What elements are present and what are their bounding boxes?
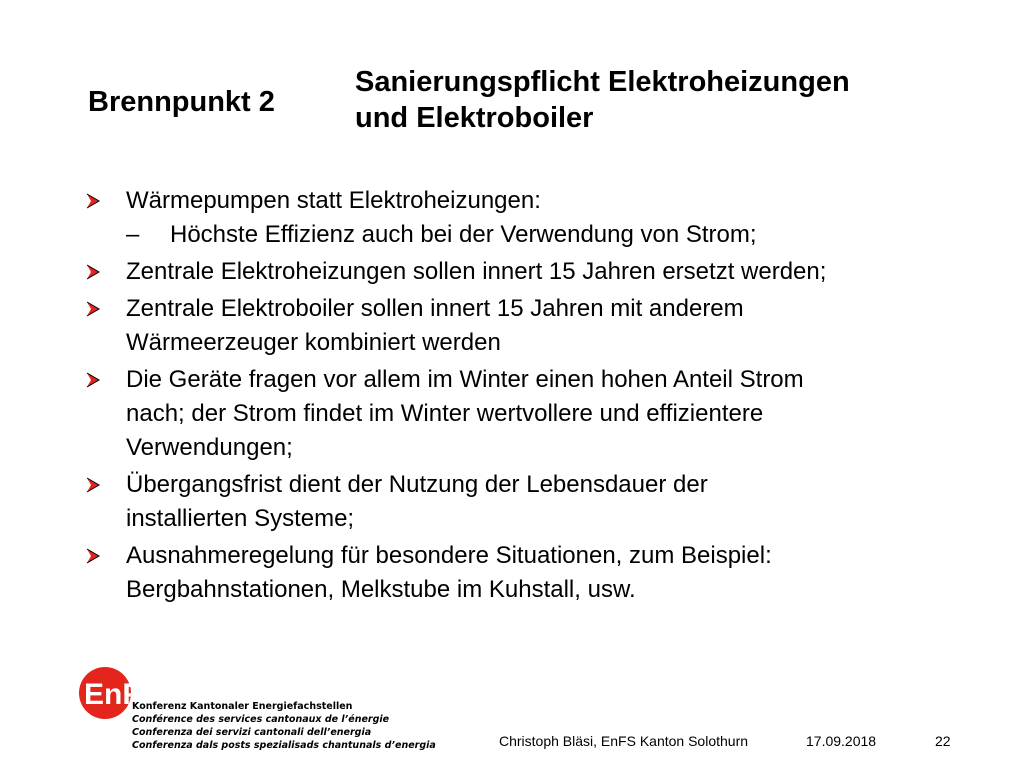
slide-title-line-1: Sanierungspflicht Elektroheizungen bbox=[355, 66, 850, 98]
bullet-text: Wärmepumpen statt Elektroheizungen: bbox=[126, 187, 541, 214]
slide-title bbox=[355, 64, 850, 136]
arrow-bullet-icon bbox=[84, 547, 108, 565]
bullet-text: Verwendungen; bbox=[126, 434, 293, 461]
org-name-fr: Conférence des services cantonaux de l’énergie bbox=[132, 714, 390, 725]
footer-date: 17.09.2018 bbox=[806, 733, 877, 749]
bullet-item bbox=[84, 184, 984, 252]
arrow-bullet-icon bbox=[84, 300, 108, 318]
logo-mark-text: EnFK bbox=[84, 678, 163, 711]
bullet-text: Zentrale Elektroboiler sollen innert 15 Jahren mit anderem bbox=[126, 295, 744, 322]
bullet-item bbox=[84, 255, 984, 289]
arrow-bullet-icon bbox=[84, 263, 108, 281]
bullet-text: Ausnahmeregelung für besondere Situationen, zum Beispiel: bbox=[126, 542, 772, 569]
org-name-de: Konferenz Kantonaler Energiefachstellen bbox=[132, 701, 353, 712]
bullet-item bbox=[84, 363, 984, 465]
dash-marker: – bbox=[126, 221, 140, 248]
bullet-text: Übergangsfrist dient der Nutzung der Lebensdauer der bbox=[126, 471, 708, 498]
arrow-bullet-icon bbox=[84, 476, 108, 494]
slide-title-line-2: und Elektroboiler bbox=[355, 102, 594, 134]
bullet-text: Die Geräte fragen vor allem im Winter einen hohen Anteil Strom bbox=[126, 366, 804, 393]
arrow-bullet-icon bbox=[84, 192, 108, 210]
page-number: 22 bbox=[935, 733, 951, 749]
bullet-text: nach; der Strom findet im Winter wertvollere und effizientere bbox=[126, 400, 764, 427]
sub-item bbox=[126, 218, 984, 252]
bullet-text: Zentrale Elektroheizungen sollen innert 15 Jahren ersetzt werden; bbox=[126, 258, 827, 285]
logo-organization-names bbox=[132, 700, 436, 752]
bullet-text: installierten Systeme; bbox=[126, 505, 355, 532]
org-name-it: Conferenza dei servizi cantonali dell’energia bbox=[132, 727, 372, 738]
bullet-list bbox=[84, 184, 984, 610]
sub-item-text: Höchste Effizienz auch bei der Verwendung von Strom; bbox=[170, 221, 757, 248]
arrow-bullet-icon bbox=[84, 371, 108, 389]
bullet-item bbox=[84, 468, 984, 536]
topic-label: Brennpunkt 2 bbox=[88, 86, 275, 118]
footer-author: Christoph Bläsi, EnFS Kanton Solothurn bbox=[499, 733, 749, 749]
bullet-item bbox=[84, 292, 984, 360]
enfk-logo bbox=[78, 666, 438, 758]
bullet-item bbox=[84, 539, 984, 607]
bullet-text: Wärmeerzeuger kombiniert werden bbox=[126, 329, 501, 356]
bullet-text: Bergbahnstationen, Melkstube im Kuhstall, usw. bbox=[126, 576, 636, 603]
org-name-rm: Conferenza dals posts spezialisads chantunals d’energia bbox=[132, 740, 436, 751]
